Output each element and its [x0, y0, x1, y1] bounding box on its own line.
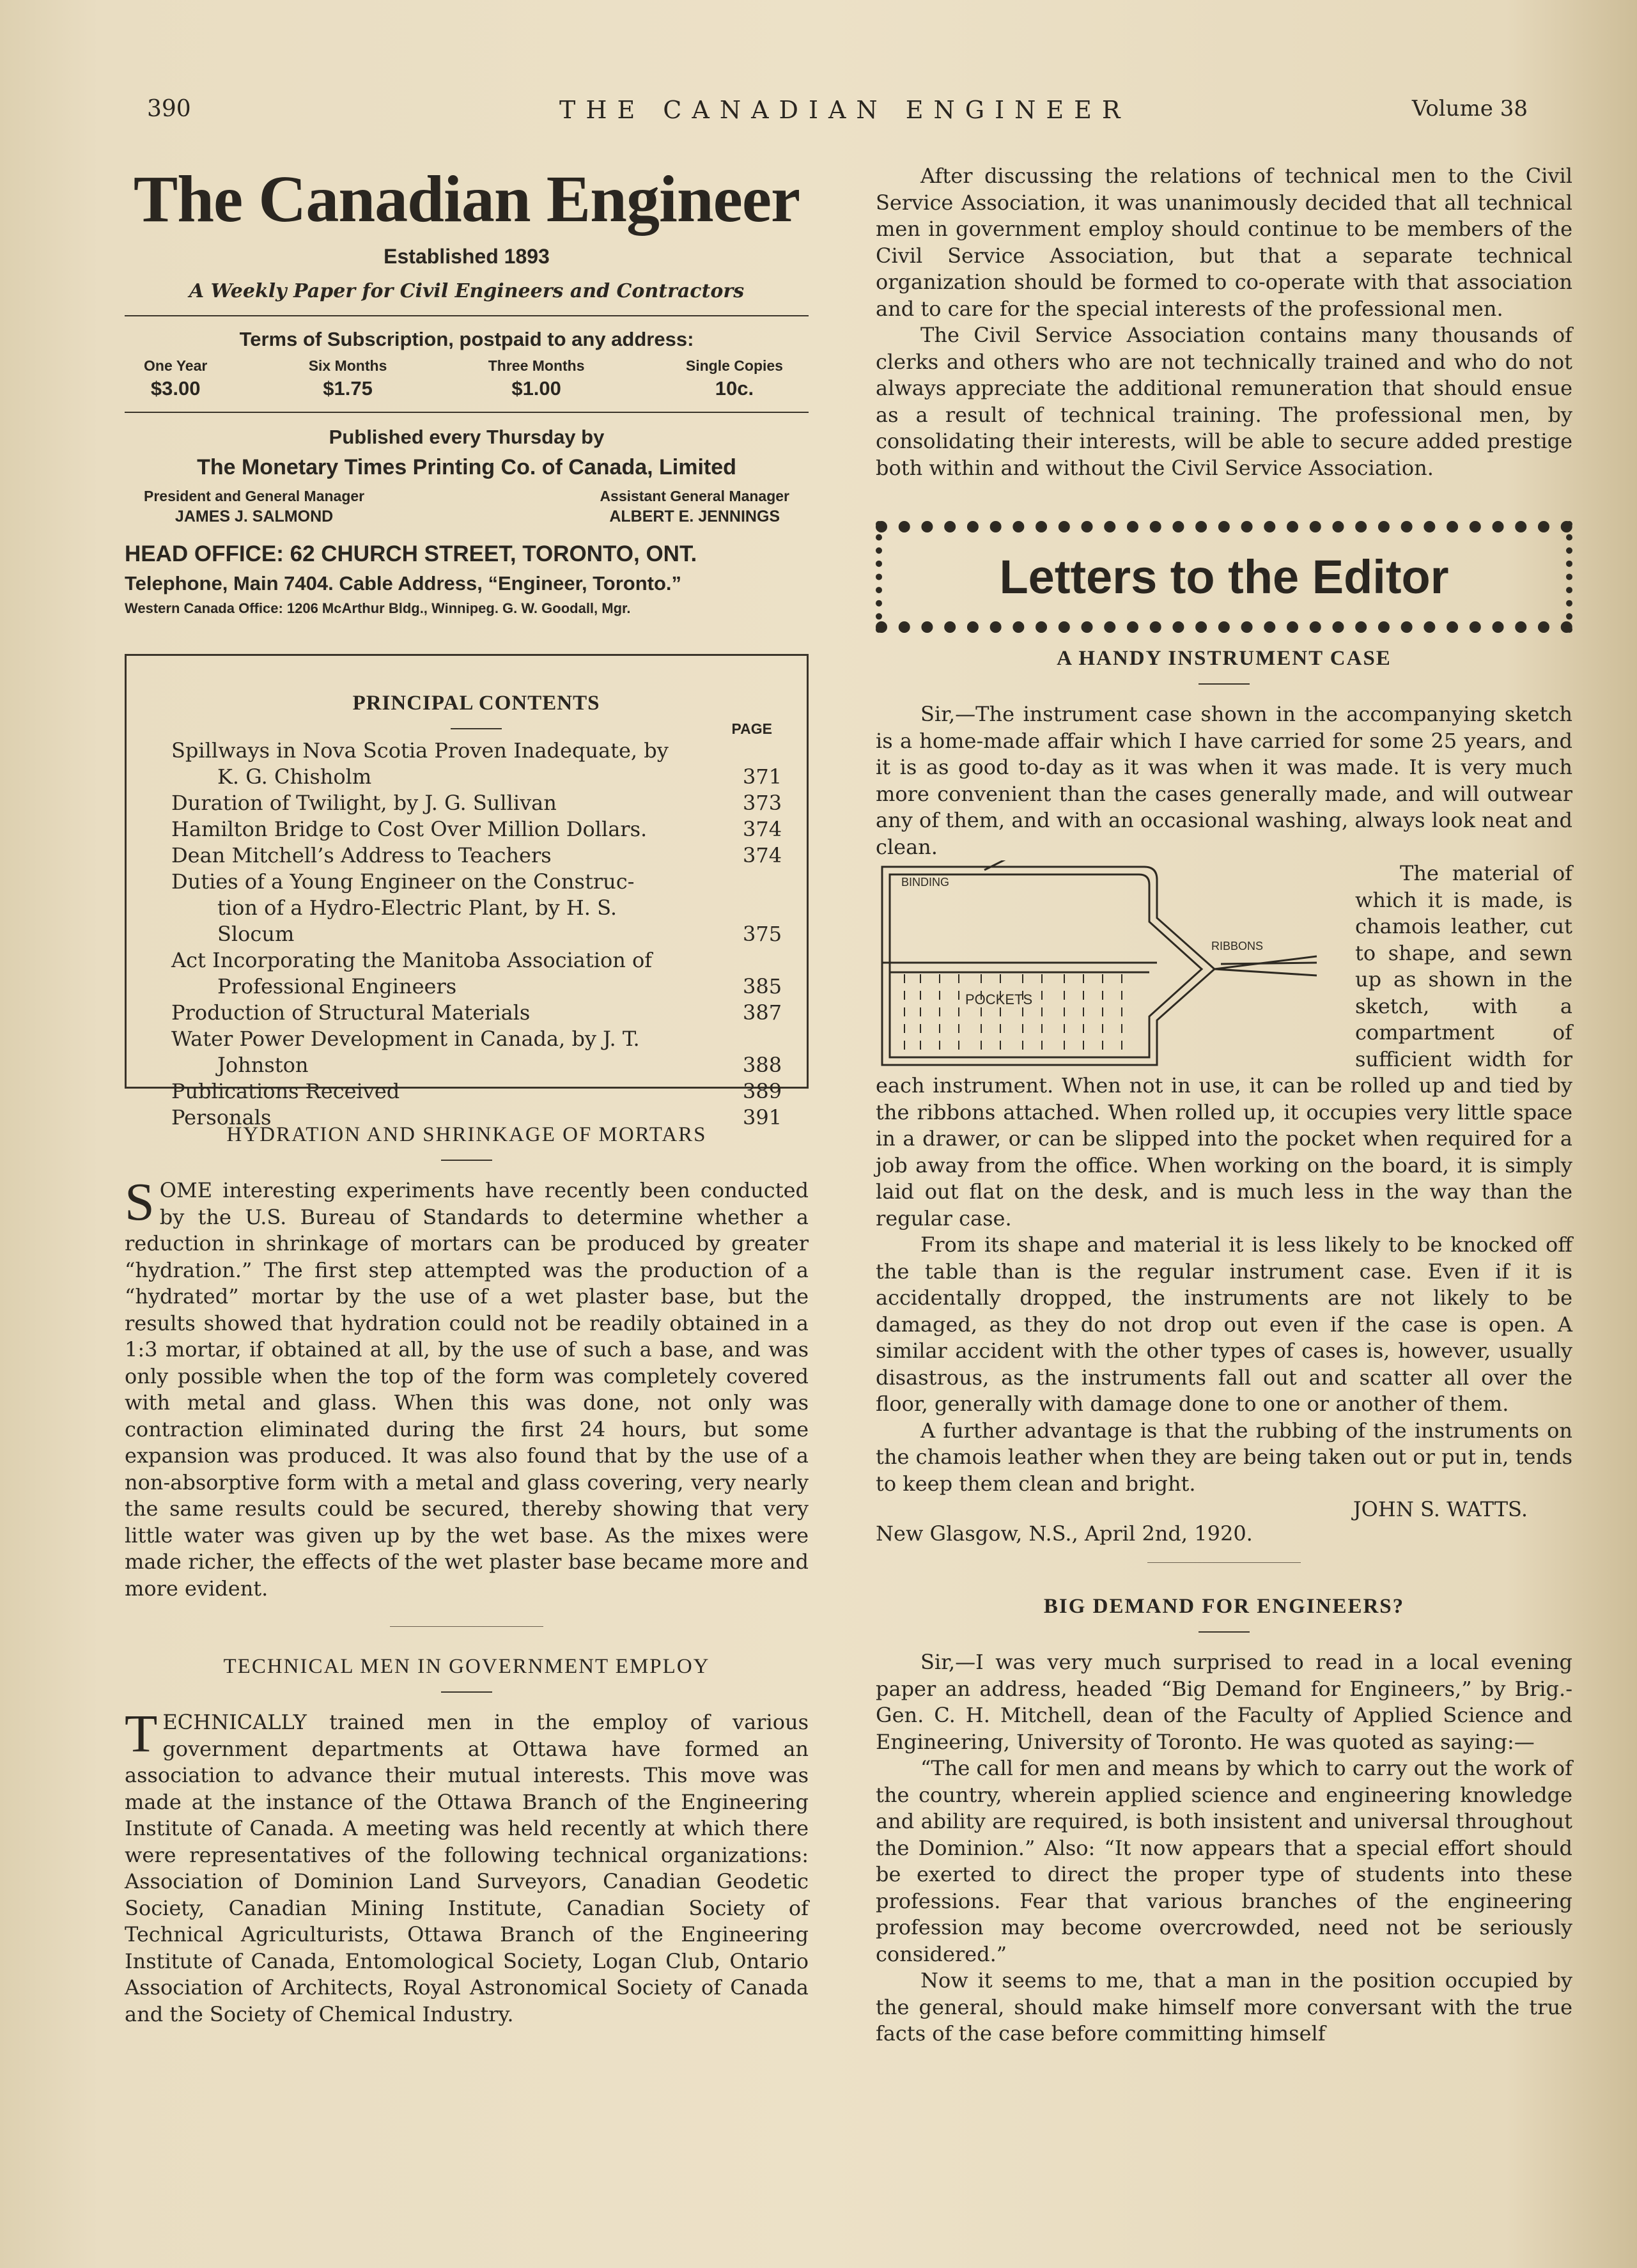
contents-entry: Publications Received: [171, 1079, 400, 1104]
volume-label: Volume 38: [1411, 96, 1528, 121]
contents-page-number: 391: [743, 1105, 782, 1130]
masthead-title: The Canadian Engineer: [133, 162, 800, 236]
contents-page-number: [743, 738, 781, 764]
contents-title: PRINCIPAL CONTENTS: [352, 692, 600, 715]
contents-page-number: 388: [743, 1053, 782, 1078]
contents-row: [171, 895, 781, 921]
contents-page-number: 385: [743, 974, 782, 999]
contents-row: [171, 1000, 781, 1026]
term-single-copies: Single Copies 10c.: [685, 357, 783, 400]
contents-entry: Spillways in Nova Scotia Proven Inadequate, by: [171, 738, 669, 763]
contents-row: [171, 974, 781, 1000]
contents-row: [171, 947, 781, 974]
contents-page-number: [743, 1026, 781, 1052]
term-one-year: One Year $3.00: [144, 357, 208, 400]
contents-entry: Production of Structural Materials: [171, 1000, 531, 1025]
contents-page-number: 387: [743, 1000, 782, 1025]
contents-entry: Johnston: [217, 1053, 309, 1078]
contents-entry: tion of a Hydro-Electric Plant, by H. S.: [217, 896, 617, 920]
contents-page-number: 373: [743, 791, 782, 816]
contents-entry: Slocum: [217, 922, 295, 947]
contents-row: [171, 738, 781, 764]
dropcap: T: [125, 1704, 158, 1764]
instrument-p4: A further advantage is that the rubbing of the instruments on the chamois leather when they are being taken out or put in, tends to keep them clean and bright.: [876, 1418, 1572, 1496]
running-head-title: THE CANADIAN ENGINEER: [559, 96, 1131, 124]
technical-body: TECHNICALLY trained men in the employ of various government departments at Ottawa have formed an association to advance their mutual interests. This move was made at the instance of the Ottawa Branch of the Engineering Institute of Canada. A meeting was held recently at which there were representatives of the following technical organizations: Association of Dominion Land Surveyors, Canadian Geodetic Society, Canadian Mining Institute, Canadian Society of Technical Agriculturists, Ottawa Branch of the Engineering Institute of Canada, Entomological Society, Logan Club, Ontario Association of Architects, Royal Astronomical Society of Canada and the Society of Chemical Industry.: [125, 1704, 809, 2026]
contents-entry: Dean Mitchell’s Address to Teachers: [171, 843, 552, 868]
head-office: HEAD OFFICE: 62 CHURCH STREET, TORONTO, ONT.: [125, 541, 697, 567]
demand-p1: Sir,—I was very much surprised to read in a local evening paper an address, headed “Big Demand for Engineers,” by Brig.-Gen. C. H. Mitchell, dean of the Faculty of Applied Science and Engineering, University of Toronto. He was quoted as saying:—: [876, 1650, 1572, 1754]
contents-row: [171, 921, 781, 947]
telephone-line: Telephone, Main 7404. Cable Address, “Engineer, Toronto.”: [125, 572, 682, 595]
page-column-label: PAGE: [731, 720, 772, 738]
instrument-p3: From its shape and material it is less likely to be knocked off the table than is the regular instrument case. Even if it is accidentally dropped, the instruments are not likely to be damaged, as they do not drop out even if the case is open. A similar accident with the other types of cases is, however, usually disastrous, as the instruments fall out and scatter all over the floor, generally with damage done to one or another of them.: [876, 1232, 1572, 1416]
right-column: [876, 163, 1572, 2047]
contents-row: [171, 816, 781, 843]
publisher-company: The Monetary Times Printing Co. of Canada, Limited: [197, 455, 736, 480]
case-sketch-drawing: [876, 860, 1342, 1071]
technical-title: TECHNICAL MEN IN GOVERNMENT EMPLOY: [223, 1655, 710, 1679]
instrument-case-sketch: [876, 860, 1342, 1071]
contents-page-number: 375: [743, 922, 782, 947]
technical-continued-1: After discussing the relations of technical men to the Civil Service Association, it was unanimously decided that all technical men in government employ should continue to be members of the Civil Service Association, but that a separate technical organization should be formed to co-operate with that association and to care for the special interests of the professional men.: [876, 164, 1572, 321]
established-line: Established 1893: [384, 245, 550, 268]
signature: JOHN S. WATTS.: [1353, 1497, 1528, 1521]
contents-entry: Hamilton Bridge to Cost Over Million Dollars.: [171, 817, 648, 842]
contents-row: [171, 1052, 781, 1078]
letters-banner: [876, 521, 1572, 633]
contents-row: [171, 843, 781, 869]
contents-entry: K. G. Chisholm: [217, 765, 372, 789]
published-line: Published every Thursday by: [329, 426, 605, 449]
masthead: [125, 163, 809, 526]
contents-page-number: [743, 869, 781, 895]
divider: [390, 1626, 543, 1627]
instrument-p2: The material of which it is made, is chamois leather, cut to shape, and sewn up as shown in the sketch, with a compartment of sufficient width for each instrument. When not in use, it can be rolled up and tied by the ribbons attached. When rolled up, it occupies very little space in a drawer, or can be slipped into the pocket when required for a job away from the office. When working on the board, it is simply laid out flat on the desk, and is much less in the way than the regular case.: [876, 861, 1572, 1231]
western-office: Western Canada Office: 1206 McArthur Bldg., Winnipeg. G. W. Goodall, Mgr.: [125, 600, 631, 617]
subscription-terms: [125, 357, 809, 400]
contents-row: [171, 1078, 781, 1105]
letters-title: Letters to the Editor: [999, 550, 1449, 603]
divider: [441, 1160, 492, 1161]
contents-entry: Duration of Twilight, by J. G. Sullivan: [171, 791, 557, 816]
instrument-p1: Sir,—The instrument case shown in the accompanying sketch is a home-made affair which I have carried for some 25 years, and it is as good to-day as it was when it was made. It is very much more convenient than the cases generally made, and will outwear any of them, and with an occasional washing, always look neat and clean.: [876, 702, 1572, 859]
managers: [125, 488, 809, 526]
hydration-body: SOME interesting experiments have recently been conducted by the U.S. Bureau of Standards to determine whether a reduction in shrinkage of mortars can be produced by greater “hydration.” The first step attempted was the production of a “hydrated” mortar by the use of a wet plaster base, but the results showed that hydration could not be readily obtained in a 1:3 mortar, if obtained at all, by the use of such a base, and was only possible when the top of the form was completely covered with metal and glass. When this was done, not only was contraction eliminated during the first 24 hours, but some expansion was produced. It was also found that by the use of a non-absorptive form with a metal and glass covering, very nearly the same results could be secured, thereby showing that very little water was given up by the wet base. As the mixes were made richer, the effects of the wet plaster base became more and more evident.: [125, 1172, 809, 1601]
dateline: New Glasgow, N.S., April 2nd, 1920.: [876, 1521, 1253, 1546]
tagline: A Weekly Paper for Civil Engineers and Contractors: [189, 280, 745, 303]
contents-page-number: 374: [743, 817, 782, 842]
contents-page-number: 371: [743, 765, 782, 789]
ribbons-label: RIBBONS: [1211, 940, 1264, 952]
divider: [125, 412, 809, 413]
divider: [1199, 1631, 1250, 1633]
demand-title: BIG DEMAND FOR ENGINEERS?: [1043, 1595, 1405, 1618]
manager-president: President and General Manager JAMES J. SALMOND: [144, 488, 365, 526]
demand-p3: Now it seems to me, that a man in the position occupied by the general, should make himself more conversant with the true facts of the case before committing himself: [876, 1968, 1572, 2046]
binding-label: BINDING: [901, 876, 950, 889]
divider: [125, 315, 809, 316]
contents-row: [171, 1026, 781, 1052]
contents-page-number: 389: [743, 1079, 782, 1104]
divider: [1147, 1562, 1301, 1563]
contents-entry: Duties of a Young Engineer on the Construc-: [171, 869, 635, 894]
contents-page-number: [743, 895, 781, 921]
terms-heading: Terms of Subscription, postpaid to any address:: [239, 328, 694, 351]
demand-p2: “The call for men and means by which to carry out the work of the country, wherein applied science and engineering knowledge and ability are required, is both insistent and universal throughout the Dominion.” Also: “It now appears that a special effort should be exerted to direct the proper type of students into these professions. Fear that various branches of the engineering profession may become overcrowded, need not be seriously considered.”: [876, 1756, 1572, 1966]
dropcap: S: [125, 1172, 155, 1232]
instrument-title: A HANDY INSTRUMENT CASE: [1057, 647, 1392, 670]
term-six-months: Six Months $1.75: [308, 357, 387, 400]
pockets-label: POCKETS: [965, 991, 1033, 1007]
contents-page-number: 374: [743, 843, 782, 868]
divider: [1199, 683, 1250, 685]
principal-contents-box: [125, 654, 809, 1130]
contents-row: [171, 764, 781, 790]
manager-assistant: Assistant General Manager ALBERT E. JENNINGS: [600, 488, 789, 526]
technical-continued-2: The Civil Service Association contains many thousands of clerks and others who are not technically trained and who do not always appreciate the additional remuneration that should ensue as a result of technical training. The professional men, by consolidating their interests, will be able to secure added prestige both within and without the Civil Service Association.: [876, 323, 1572, 480]
contents-list: [171, 738, 781, 1131]
contents-row: [171, 869, 781, 895]
running-header: [147, 96, 1566, 134]
divider: [441, 1691, 492, 1693]
page-number: 390: [147, 96, 191, 122]
contents-entry: Professional Engineers: [217, 974, 457, 999]
contents-entry: Personals: [171, 1105, 272, 1130]
hydration-title: HYDRATION AND SHRINKAGE OF MORTARS: [226, 1123, 707, 1147]
contents-row: [171, 790, 781, 816]
term-three-months: Three Months $1.00: [488, 357, 585, 400]
contents-page-number: [743, 947, 781, 974]
contents-entry: Act Incorporating the Manitoba Association of: [171, 948, 653, 973]
left-column: [125, 163, 809, 2028]
contents-entry: Water Power Development in Canada, by J. T.: [171, 1027, 640, 1052]
